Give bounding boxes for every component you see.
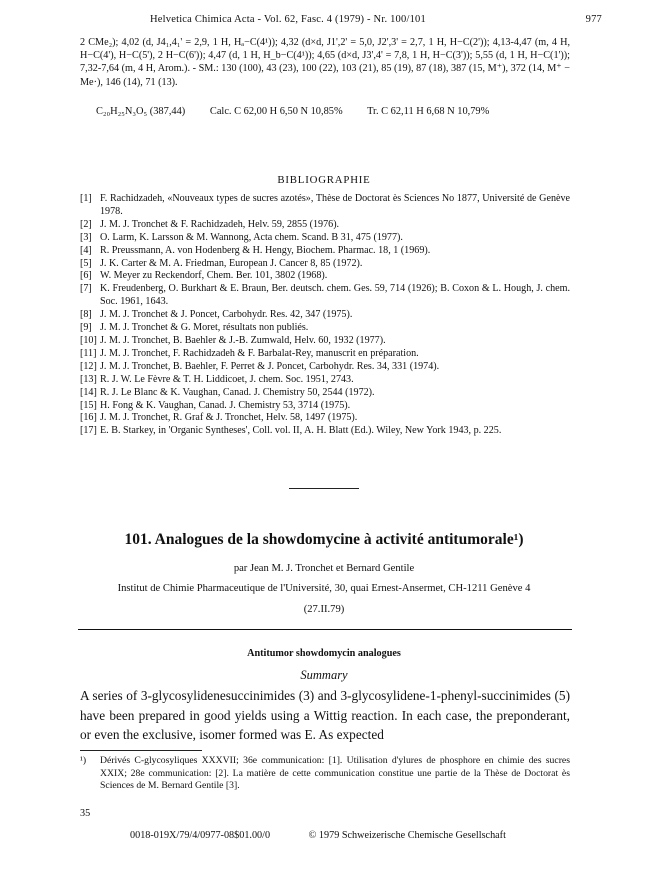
- reference-text: E. B. Starkey, in 'Organic Syntheses', Coll. vol. II, A. H. Blatt (Ed.). Wiley, New York 1943, p. 225.: [100, 425, 502, 437]
- footnote: [80, 755, 570, 793]
- article-code: 0018-019X/79/4/0977-08$01.00/0: [130, 830, 271, 841]
- reference-item: [80, 374, 570, 387]
- calculated-values: Calc. C 62,00 H 6,50 N 10,85%: [209, 106, 343, 117]
- page-footer: [130, 830, 570, 841]
- article-title: 101. Analogues de la showdomycine à activité antitumorale¹): [124, 531, 524, 548]
- reference-number: [6]: [80, 270, 92, 282]
- reference-item: [80, 219, 570, 232]
- reference-number: [12]: [80, 360, 97, 372]
- reference-text: K. Freudenberg, O. Burkhart & E. Braun, Ber. deutsch. chem. Ges. 59, 714 (1926); B. Coxon & L. Hough, J. chem. Soc. 1961, 1643.: [100, 283, 570, 308]
- reference-text: R. J. Le Blanc & K. Vaughan, Canad. J. Chemistry 50, 2544 (1972).: [100, 386, 375, 398]
- english-title: Antitumor showdomycin analogues: [247, 648, 401, 659]
- title-rule: [78, 629, 572, 630]
- reference-item: [80, 258, 570, 271]
- nmr-data-paragraph: 2 CMe₂); 4,02 (d, J4₁,4₁' = 2,9, 1 H, Hₐ−C(4¹)); 4,32 (d×d, J1',2' = 5,0, J2',3' = 2,7, 1 H, H−C(2')); 4,13-4,47 (m, 4 H, H−C(4'), H−C(5'), 2 H−C(6')); 4,47 (d, 1 H, H_b−C(4¹)); 4,65 (d×d, J3',4' = 7,8, 1 H, H−C(3')); 5,55 (d, 1 H, H−C(1')); 7,32-7,64 (m, 4 H, Arom.). - SM.: 130 (100), 43 (23), 100 (22), 103 (21), 85 (19), 87 (18), 387 (15, M⁺), 372 (14, M⁺ − Me·), 146 (14), 71 (13).: [80, 37, 570, 88]
- footnote-text: Dérivés C-glycosyliques XXXVII; 36e communication: [1]. Utilisation d'ylures de phosphore en chimie des sucres XXIX; 28e communication: [2]. La matière de cette communication constitue une partie de la Thèse de Doctorat ès Sciences de M. Bernard Gentile [3].: [100, 755, 570, 792]
- reference-number: [8]: [80, 309, 92, 321]
- reference-item: [80, 387, 570, 400]
- reference-number: [11]: [80, 347, 97, 359]
- reference-item: [80, 270, 570, 283]
- reference-item: [80, 425, 570, 438]
- reference-item: [80, 412, 570, 425]
- reference-number: [17]: [80, 425, 97, 437]
- reference-list: [80, 193, 570, 438]
- signature-number: 35: [80, 808, 91, 819]
- reference-item: [80, 348, 570, 361]
- reference-number: [4]: [80, 244, 92, 256]
- reference-number: [1]: [80, 193, 92, 204]
- reference-number: [10]: [80, 334, 97, 346]
- copyright-notice: © 1979 Schweizerische Chemische Gesellschaft: [308, 830, 506, 841]
- reference-text: J. K. Carter & M. A. Friedman, European J. Cancer 8, 85 (1972).: [100, 257, 363, 269]
- found-values: Tr. C 62,11 H 6,68 N 10,79%: [367, 106, 490, 117]
- page-number: 977: [585, 14, 602, 25]
- footnote-rule: [80, 750, 202, 751]
- reference-text: J. M. J. Tronchet & J. Poncet, Carbohydr. Res. 42, 347 (1975).: [100, 309, 353, 321]
- reference-text: R. Preussmann, A. von Hodenberg & H. Hengy, Biochem. Pharmac. 18, 1 (1969).: [100, 244, 431, 256]
- reference-item: [80, 232, 570, 245]
- journal-citation: Helvetica Chimica Acta - Vol. 62, Fasc. 4 (1979) - Nr. 100/101: [150, 14, 426, 25]
- reference-text: H. Fong & K. Vaughan, Canad. J. Chemistry 53, 3714 (1975).: [100, 399, 351, 411]
- reference-item: [80, 193, 570, 219]
- reference-item: [80, 309, 570, 322]
- reference-text: J. M. J. Tronchet, B. Baehler & J.-B. Zumwald, Helv. 60, 1932 (1977).: [100, 334, 386, 346]
- received-date: (27.II.79): [303, 604, 345, 615]
- reference-number: [14]: [80, 386, 97, 398]
- reference-number: [2]: [80, 218, 92, 230]
- section-divider: [289, 488, 359, 489]
- reference-item: [80, 400, 570, 413]
- bibliography-heading: BIBLIOGRAPHIE: [277, 174, 371, 186]
- reference-text: R. J. W. Le Fèvre & T. H. Liddicoet, J. chem. Soc. 1951, 2743.: [100, 373, 354, 385]
- reference-item: [80, 245, 570, 258]
- reference-text: F. Rachidzadeh, «Nouveaux types de sucres azotés», Thèse de Doctorat ès Sciences No 1877, Université de Genève 1978.: [100, 193, 570, 217]
- reference-text: J. M. J. Tronchet, B. Baehler, F. Perret & J. Poncet, Carbohydr. Res. 34, 331 (1974).: [100, 360, 440, 372]
- reference-text: W. Meyer zu Reckendorf, Chem. Ber. 101, 3802 (1968).: [100, 270, 328, 282]
- elemental-analysis: [96, 106, 566, 117]
- reference-number: [16]: [80, 412, 97, 424]
- reference-number: [7]: [80, 283, 92, 295]
- reference-item: [80, 283, 570, 309]
- reference-number: [9]: [80, 322, 92, 334]
- reference-text: J. M. J. Tronchet & F. Rachidzadeh, Helv. 59, 2855 (1976).: [100, 218, 340, 230]
- article-authors: par Jean M. J. Tronchet et Bernard Gentile: [233, 563, 415, 574]
- summary-heading: Summary: [300, 668, 348, 682]
- compound-formula: C₂₀H₂₅N₃O₅ (387,44): [96, 106, 186, 117]
- reference-item: [80, 322, 570, 335]
- running-header: [150, 14, 602, 25]
- reference-text: J. M. J. Tronchet, F. Rachidzadeh & F. Barbalat-Rey, manuscrit en préparation.: [100, 347, 419, 359]
- reference-number: [13]: [80, 373, 97, 385]
- footnote-mark: ¹): [80, 755, 87, 766]
- abstract-text: A series of 3-glycosylidenesuccinimides (3) and 3-glycosylidene-1-phenyl-succinimides (5) have been prepared in good yields using a Wittig reaction. In each case, the preponderant, or even the exclusive, isomer formed was E. As expected: [80, 688, 570, 742]
- reference-item: [80, 361, 570, 374]
- reference-text: J. M. J. Tronchet, R. Graf & J. Tronchet, Helv. 58, 1497 (1975).: [100, 412, 358, 424]
- reference-number: [5]: [80, 257, 92, 269]
- reference-text: J. M. J. Tronchet & G. Moret, résultats non publiés.: [100, 322, 309, 334]
- reference-number: [15]: [80, 399, 97, 411]
- reference-number: [3]: [80, 231, 92, 243]
- reference-item: [80, 335, 570, 348]
- reference-text: O. Larm, K. Larsson & M. Wannong, Acta chem. Scand. B 31, 475 (1977).: [100, 231, 403, 243]
- author-institution: Institut de Chimie Pharmaceutique de l'Université, 30, quai Ernest-Ansermet, CH-1211 Genève 4: [117, 583, 531, 594]
